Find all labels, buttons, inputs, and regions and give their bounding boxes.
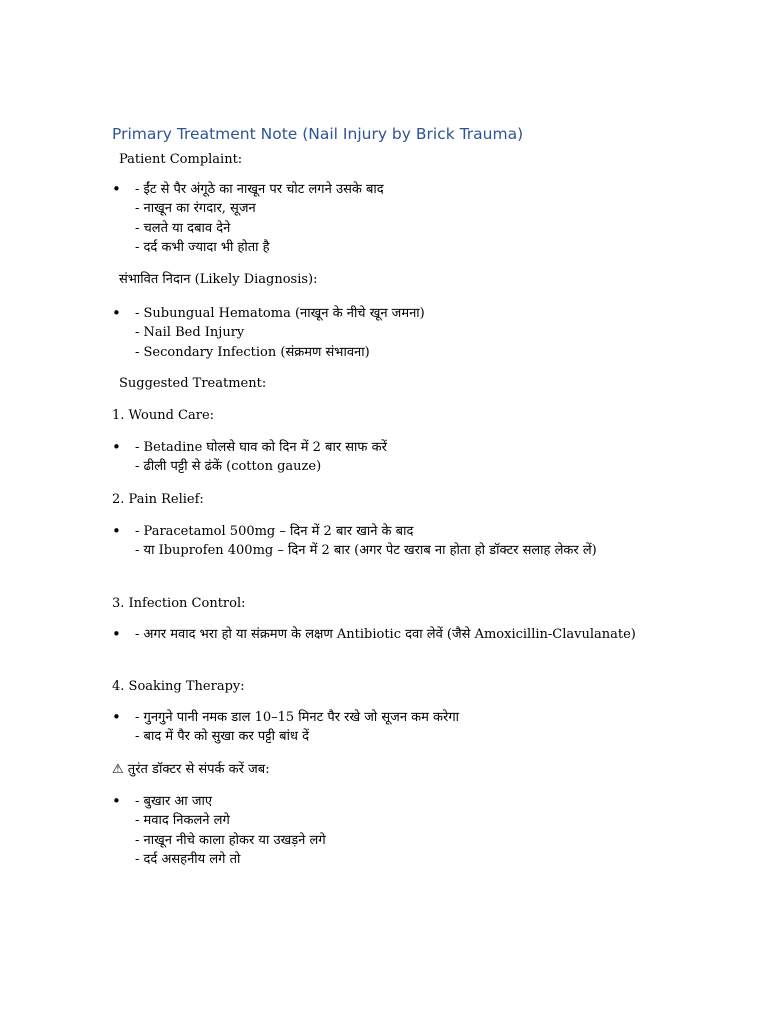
infection-control-heading: 3. Infection Control:: [112, 596, 246, 611]
infection-control-line: - अगर मवाद भरा हो या संक्रमण के लक्षण Antibiotic दवा लेवें (जैसे Amoxicillin-Clavulanate): [135, 627, 636, 642]
diagnosis-heading-latin: (Likely Diagnosis):: [194, 272, 318, 287]
warning-heading: [112, 760, 270, 779]
diagnosis-heading-native: संभावित निदान: [119, 272, 191, 287]
bullet-icon: •: [112, 792, 121, 810]
wound-care-line: - Betadine घोल​से घाव को दिन में 2 बार साफ करें: [135, 440, 387, 455]
complaint-line: - ईंट से पैर अंगूठे का नाखून पर चोट लगने उसके बाद: [135, 182, 384, 197]
warning-heading-colon: :: [265, 762, 270, 777]
pain-relief-list: [112, 522, 642, 561]
suggested-treatment-heading: Suggested Treatment:: [119, 376, 267, 391]
list-item: [112, 522, 642, 561]
list-item: [112, 180, 642, 257]
diagnosis-line: - Nail Bed Injury: [135, 325, 245, 341]
warning-line: - नाखून नीचे काला होकर या उखड़ने लगे: [135, 832, 326, 848]
list-item: [112, 304, 642, 362]
warning-heading-native: ⚠ तुरंत डॉक्टर से संपर्क करें जब: [112, 762, 266, 777]
diagnosis-heading: [119, 270, 318, 289]
warning-line: - बुखार आ जाए: [135, 794, 213, 809]
complaint-line: - चलते या दबाव देने: [135, 220, 231, 236]
soaking-therapy-heading: 4. Soaking Therapy:: [112, 679, 245, 694]
list-item: [112, 708, 642, 747]
document-title: Primary Treatment Note (Nail Injury by Brick Trauma): [112, 125, 524, 143]
complaint-line: - दर्द कभी ज्यादा भी होता है: [135, 239, 270, 255]
bullet-icon: •: [112, 625, 121, 643]
wound-care-line: - ढीली पट्टी से ढंकें (cotton gauze): [135, 459, 322, 475]
diagnosis-line: - Secondary Infection (संक्रमण संभावना): [135, 344, 370, 360]
bullet-icon: •: [112, 180, 121, 198]
soaking-line: - बाद में पैर को सुखा कर पट्टी बांध दें: [135, 729, 309, 745]
warning-line: - मवाद निकलने लगे: [135, 813, 230, 829]
bullet-icon: •: [112, 522, 121, 540]
patient-complaint-heading: Patient Complaint:: [119, 152, 243, 167]
bullet-icon: •: [112, 304, 121, 322]
pain-relief-line: - या Ibuprofen 400mg – दिन में 2 बार (अगर पेट खराब ना होता हो डॉक्टर सलाह लेकर लें): [135, 543, 597, 559]
bullet-icon: •: [112, 438, 121, 456]
bullet-icon: •: [112, 708, 121, 726]
list-item: [112, 438, 642, 477]
complaint-line: - नाखून का रंगदार, सूजन: [135, 201, 256, 217]
wound-care-list: [112, 438, 642, 477]
list-item: [112, 792, 642, 869]
pain-relief-heading: 2. Pain Relief:: [112, 492, 204, 507]
patient-complaint-list: [112, 180, 642, 257]
soaking-therapy-list: [112, 708, 642, 747]
list-item: [112, 625, 642, 644]
diagnosis-list: [112, 304, 642, 362]
warning-list: [112, 792, 642, 869]
infection-control-list: [112, 625, 642, 644]
soaking-line: - गुनगुने पानी नमक डाल 10–15 मिनट पैर रखे जो सूजन कम करेगा: [135, 710, 460, 725]
pain-relief-line: - Paracetamol 500mg – दिन में 2 बार खाने के बाद: [135, 524, 414, 539]
diagnosis-line: - Subungual Hematoma (नाखून के नीचे खून जमना): [135, 306, 425, 321]
warning-line: - दर्द असहनीय लगे तो: [135, 851, 241, 867]
wound-care-heading: 1. Wound Care:: [112, 408, 215, 423]
